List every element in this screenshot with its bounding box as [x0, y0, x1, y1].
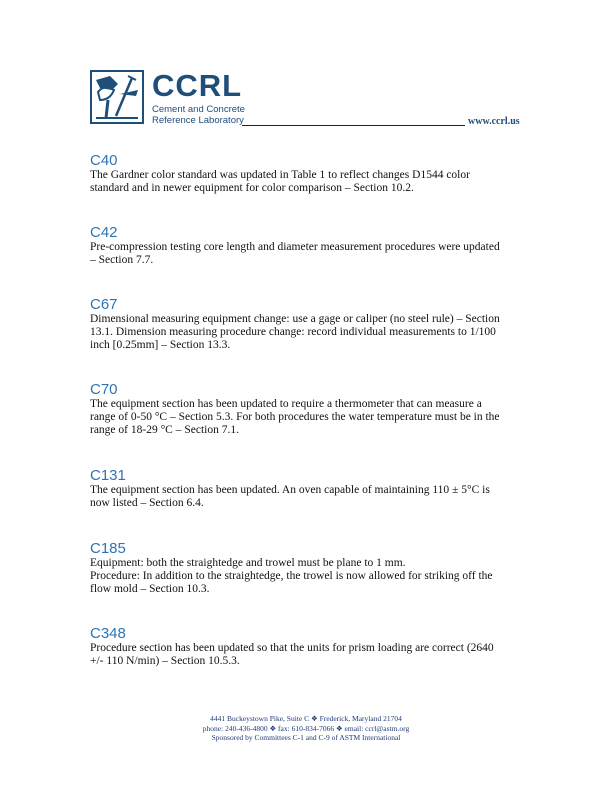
- ccrl-logo-icon: [90, 70, 144, 124]
- section-text: [90, 484, 532, 510]
- text-line: 13.1. Dimension measuring procedure change: record individual measurements to 1/100: [90, 326, 496, 339]
- text-line: The Gardner color standard was updated in Table 1 to reflect changes D1544 color: [90, 169, 470, 181]
- section-text: [90, 557, 532, 597]
- logo-subtitle-line1: Cement and Concrete: [152, 104, 245, 115]
- text-line: +/- 110 N/min) – Section 10.5.3.: [90, 655, 240, 668]
- section-c42: [90, 224, 532, 267]
- text-line: Procedure: In addition to the straightedge, the trowel is now allowed for striking off the: [90, 570, 493, 583]
- header-rule: [242, 125, 465, 126]
- text-line: – Section 7.7.: [90, 254, 154, 267]
- section-c40: [90, 152, 532, 195]
- section-code: C67: [90, 296, 118, 313]
- text-line: Equipment: both the straightedge and trowel must be plane to 1 mm.: [90, 557, 406, 569]
- section-text: [90, 398, 532, 438]
- text-line: Procedure section has been updated so that the units for prism loading are correct (2640: [90, 642, 494, 654]
- text-line: Pre-compression testing core length and diameter measurement procedures were updated: [90, 241, 500, 253]
- section-text: [90, 169, 532, 195]
- text-line: range of 0-50 °C – Section 5.3. For both procedures the water temperature must be in the: [90, 411, 500, 424]
- section-c67: [90, 296, 532, 353]
- section-code: C40: [90, 152, 118, 169]
- footer-sponsor: Sponsored by Committees C-1 and C-9 of ASTM International: [211, 733, 401, 742]
- logo-title: CCRL: [152, 68, 243, 103]
- text-line: inch [0.25mm] – Section 13.3.: [90, 339, 231, 352]
- section-c185: [90, 540, 532, 597]
- logo-subtitle-line2: Reference Laboratory: [152, 115, 244, 126]
- text-line: flow mold – Section 10.3.: [90, 583, 210, 596]
- footer-contact: phone: 240-436-4800 ❖ fax: 610-834-7066 ❖ email: ccrl@astm.org: [202, 723, 410, 733]
- text-line: The equipment section has been updated to require a thermometer that can measure a: [90, 398, 482, 410]
- section-code: C70: [90, 381, 118, 398]
- section-code: C185: [90, 540, 126, 557]
- section-code: C348: [90, 625, 126, 642]
- section-text: [90, 241, 532, 267]
- section-c348: [90, 625, 532, 668]
- website-link[interactable]: www.ccrl.us: [468, 116, 520, 127]
- section-code: C131: [90, 467, 126, 484]
- section-code: C42: [90, 224, 118, 241]
- section-c70: [90, 381, 532, 438]
- footer-address: 4441 Buckeystown Pike, Suite C ❖ Frederick, Maryland 21704: [210, 714, 402, 723]
- section-text: [90, 313, 532, 353]
- section-text: [90, 642, 532, 668]
- footer: [0, 714, 612, 743]
- section-c131: [90, 467, 532, 510]
- text-line: Dimensional measuring equipment change: use a gage or caliper (no steel rule) – Section: [90, 313, 500, 325]
- text-line: now listed – Section 6.4.: [90, 497, 204, 510]
- letterhead: [90, 70, 530, 128]
- text-line: The equipment section has been updated. An oven capable of maintaining 110 ± 5°C is: [90, 484, 490, 496]
- text-line: standard and in newer equipment for color comparison – Section 10.2.: [90, 182, 414, 195]
- text-line: range of 18-29 °C – Section 7.1.: [90, 424, 239, 437]
